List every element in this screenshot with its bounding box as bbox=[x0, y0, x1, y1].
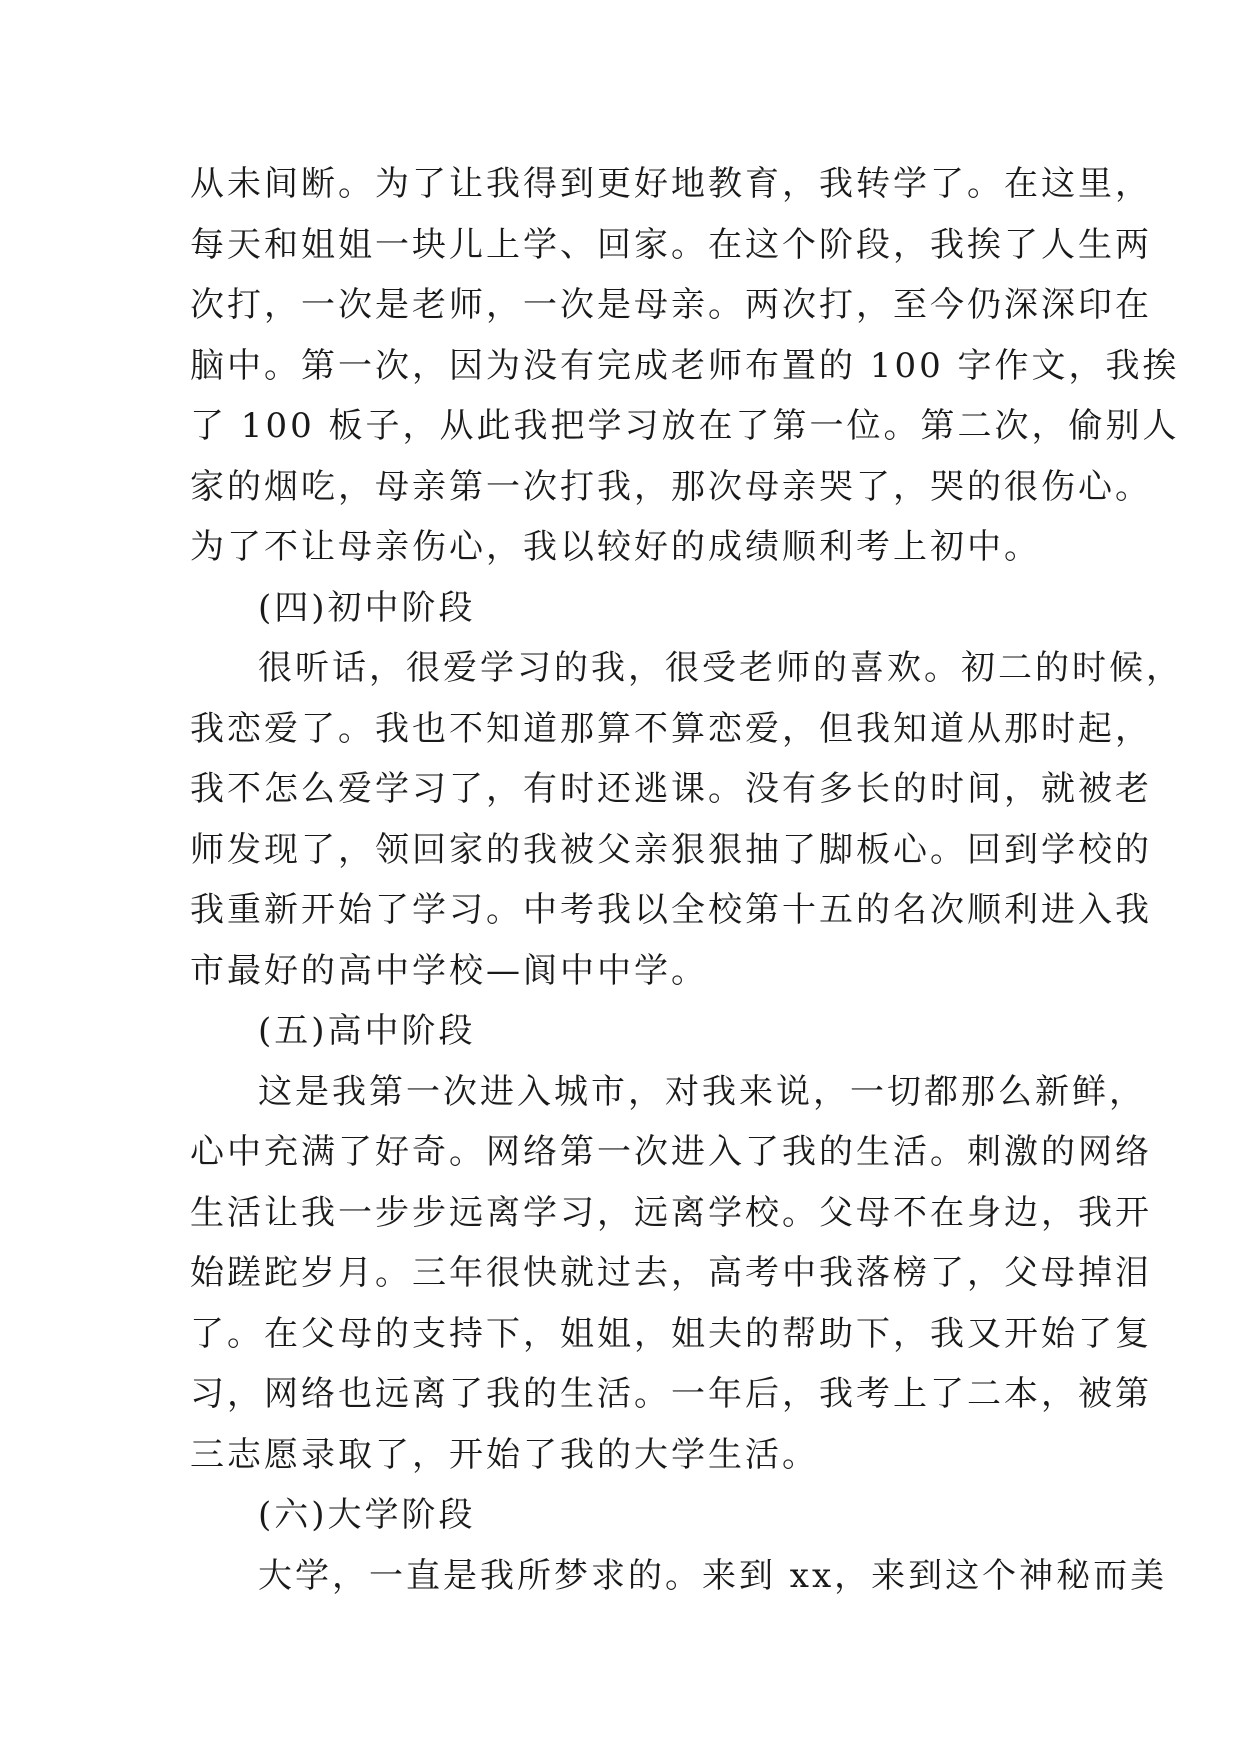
text-line: 很听话，很爱学习的我，很受老师的喜欢。初二的时候， bbox=[258, 648, 1183, 688]
text-line: 师发现了，领回家的我被父亲狠狠抽了脚板心。回到学校的 bbox=[190, 829, 1152, 870]
text-line: 生活让我一步步远离学习，远离学校。父母不在身边，我开 bbox=[190, 1192, 1152, 1233]
text-line: 脑中。第一次，因为没有完成老师布置的 100 字作文，我挨 bbox=[190, 345, 1180, 386]
text-line: 我恋爱了。我也不知道那算不算恋爱，但我知道从那时起， bbox=[190, 708, 1152, 749]
body-text bbox=[190, 154, 1183, 1606]
text-line: 我不怎么爱学习了，有时还逃课。没有多长的时间，就被老 bbox=[190, 769, 1152, 809]
section-heading-junior-high: (四)初中阶段 bbox=[258, 587, 476, 628]
text-line: 大学，一直是我所梦求的。来到 xx，来到这个神秘而美 bbox=[258, 1555, 1168, 1596]
text-line: 心中充满了好奇。网络第一次进入了我的生活。刺激的网络 bbox=[190, 1132, 1152, 1172]
text-line: 了。在父母的支持下，姐姐，姐夫的帮助下，我又开始了复 bbox=[190, 1313, 1152, 1354]
text-line: 次打，一次是老师，一次是母亲。两次打，至今仍深深印在 bbox=[190, 285, 1152, 325]
text-line: 我重新开始了学习。中考我以全校第十五的名次顺利进入我 bbox=[190, 890, 1152, 930]
text-line: 习，网络也远离了我的生活。一年后，我考上了二本，被第 bbox=[190, 1374, 1152, 1414]
text-line: 这是我第一次进入城市，对我来说，一切都那么新鲜， bbox=[258, 1071, 1146, 1112]
text-line: 每天和姐姐一块儿上学、回家。在这个阶段，我挨了人生两 bbox=[190, 224, 1152, 265]
section-heading-senior-high: (五)高中阶段 bbox=[258, 1011, 476, 1051]
text-line: 三志愿录取了，开始了我的大学生活。 bbox=[190, 1434, 819, 1475]
text-line: 始蹉跎岁月。三年很快就过去，高考中我落榜了，父母掉泪 bbox=[190, 1253, 1152, 1293]
text-line: 从未间断。为了让我得到更好地教育，我转学了。在这里， bbox=[190, 164, 1152, 204]
text-line: 家的烟吃，母亲第一次打我，那次母亲哭了，哭的很伤心。 bbox=[190, 466, 1152, 507]
text-line: 为了不让母亲伤心，我以较好的成绩顺利考上初中。 bbox=[190, 527, 1041, 567]
text-line: 了 100 板子，从此我把学习放在了第一位。第二次，偷别人 bbox=[190, 406, 1180, 446]
text-line: 市最好的高中学校—阆中中学。 bbox=[190, 950, 708, 991]
section-heading-university: (六)大学阶段 bbox=[258, 1495, 476, 1535]
